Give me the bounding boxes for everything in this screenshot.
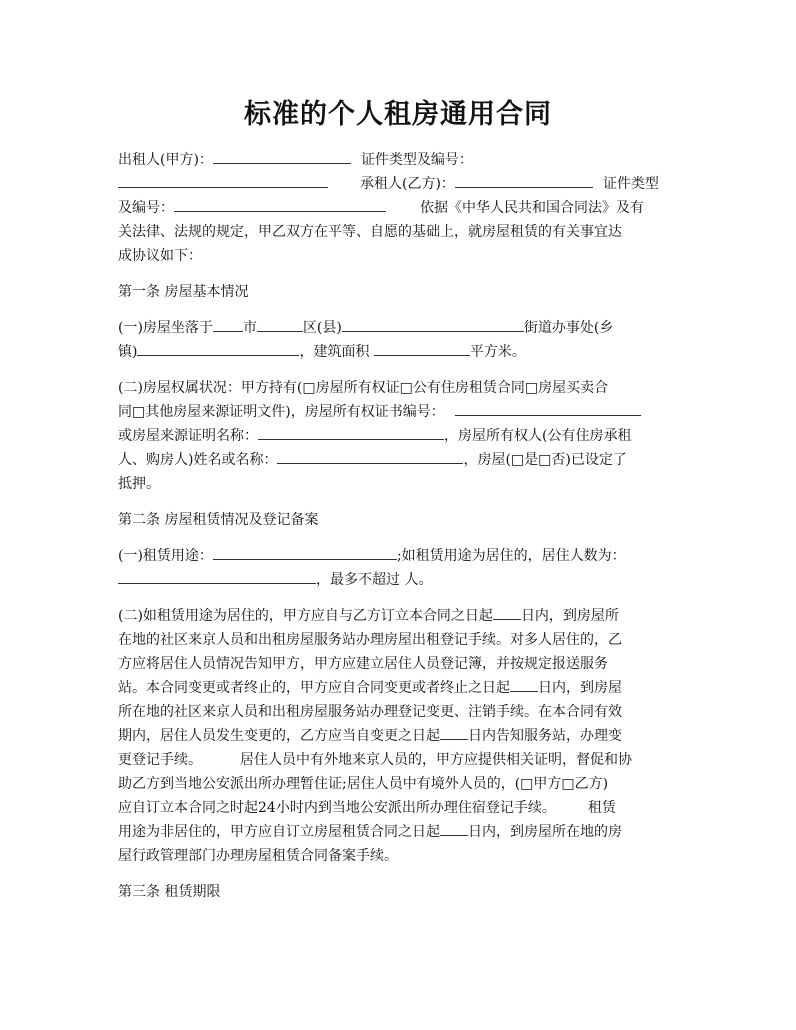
text-segment: 市 — [242, 320, 257, 336]
source-proof-name-field[interactable] — [258, 424, 444, 440]
text-segment: 更登记手续。 — [118, 752, 202, 768]
days-field-3[interactable] — [440, 724, 468, 740]
text-segment: 方应将居住人员情况告知甲方，甲方应建立居住人员登记簿，并按规定报送服务 — [118, 656, 608, 672]
text-segment: 站。本合同变更或者终止的，甲方应自合同变更或者终止之日起 — [118, 680, 510, 696]
text-segment: 所在地的社区来京人员和出租房屋服务站办理登记变更、注销手续。在本合同有效 — [118, 704, 622, 720]
text-segment: 或房屋来源证明名称： — [118, 428, 258, 444]
id-type-label-2b: 及编号： — [118, 200, 174, 216]
text-segment: (一)房屋坐落于 — [118, 320, 213, 336]
text-segment: 用途为非居住的，甲方应自订立房屋租赁合同之日起 — [118, 824, 440, 840]
lease-purpose-field[interactable] — [213, 544, 397, 560]
days-field-4[interactable] — [440, 820, 468, 836]
article2-heading: 第二条 房屋租赁情况及登记备案 — [118, 512, 319, 528]
street-office-field[interactable] — [342, 316, 524, 332]
text-segment: (一)租赁用途： — [118, 548, 213, 564]
text-segment: 租赁 — [587, 800, 616, 816]
days-field-2[interactable] — [510, 676, 538, 692]
lessor-name-field[interactable] — [213, 148, 351, 164]
basis-text-3: 成协议如下： — [118, 248, 202, 264]
basis-text-1: 依据《中华人民共和国合同法》及有 — [420, 200, 644, 216]
days-field-1[interactable] — [493, 604, 521, 620]
id-type-label-2a: 证件类型 — [602, 176, 659, 192]
text-segment: 居住人员中有外地来京人员的，甲方应提供相关证明，督促和协 — [240, 752, 632, 768]
lessor-label: 出租人(甲方)： — [118, 152, 213, 168]
article1-paragraph1 — [118, 316, 680, 364]
text-segment: 在地的社区来京人员和出租房屋服务站办理房屋出租登记手续。对多人居住的，乙 — [118, 632, 622, 648]
text-segment: 日内告知服务站，办理变 — [468, 728, 622, 744]
text-segment: 期内，居住人员发生变更的，乙方应当自变更之日起 — [118, 728, 440, 744]
text-segment: 人、购房人)姓名或名称： — [118, 452, 278, 468]
text-segment: 同□其他房屋来源证明文件)，房屋所有权证书编号： — [118, 404, 445, 420]
article1-heading: 第一条 房屋基本情况 — [118, 284, 249, 300]
text-segment: 日内，到房屋所 — [520, 608, 619, 624]
lessee-name-field[interactable] — [455, 172, 593, 188]
lessee-label: 承租人(乙方)： — [360, 176, 455, 192]
article2-paragraph2 — [118, 604, 680, 868]
text-segment: 平方米。 — [469, 344, 526, 360]
article1-paragraph2 — [118, 376, 680, 496]
text-segment: 抵押。 — [118, 476, 160, 492]
text-segment: ;如租赁用途为居住的，居住人数为： — [396, 548, 626, 564]
resident-count-field[interactable] — [118, 568, 316, 584]
document-title: 标准的个人租房通用合同 — [244, 99, 552, 130]
lessor-id-field[interactable] — [118, 172, 328, 188]
article3-heading: 第三条 租赁期限 — [118, 884, 221, 900]
text-segment: (二)房屋权属状况：甲方持有(□房屋所有权证□公有住房租赁合同□房屋买卖合 — [118, 380, 609, 396]
text-segment: 屋行政管理部门办理房屋租赁合同备案手续。 — [118, 848, 398, 864]
certificate-number-field[interactable] — [455, 400, 641, 416]
article2-paragraph1 — [118, 544, 680, 592]
text-segment: 镇) — [118, 344, 138, 360]
text-segment: 日内，到房屋 — [538, 680, 622, 696]
text-segment: ，房屋所有权人(公有住房承租 — [444, 428, 632, 444]
text-segment: ，房屋(□是□否)已设定了 — [463, 452, 627, 468]
text-segment: ，建筑面积 — [299, 344, 374, 360]
text-segment: 区(县) — [302, 320, 342, 336]
intro-paragraph — [118, 148, 680, 268]
text-segment: 应自订立本合同之时起24小时内到当地公安派出所办理住宿登记手续。 — [118, 800, 556, 816]
text-segment: (二)如租赁用途为居住的，甲方应自与乙方订立本合同之日起 — [118, 608, 493, 624]
city-field[interactable] — [213, 316, 243, 332]
lessee-id-field[interactable] — [174, 196, 386, 212]
text-segment: 日内，到房屋所在地的房 — [468, 824, 622, 840]
area-field[interactable] — [374, 340, 470, 356]
basis-text-2: 关法律、法规的规定，甲乙双方在平等、自愿的基础上，就房屋租赁的有关事宜达 — [118, 224, 622, 240]
town-field[interactable] — [137, 340, 299, 356]
text-segment: ，最多不超过 人。 — [316, 572, 433, 588]
owner-name-field[interactable] — [277, 448, 463, 464]
text-segment: 街道办事处(乡 — [523, 320, 614, 336]
text-segment: 助乙方到当地公安派出所办理暂住证;居住人员中有境外人员的，(□甲方□乙方) — [118, 776, 609, 792]
id-type-label: 证件类型及编号： — [360, 152, 473, 168]
district-field[interactable] — [257, 316, 303, 332]
document-body — [118, 148, 680, 916]
